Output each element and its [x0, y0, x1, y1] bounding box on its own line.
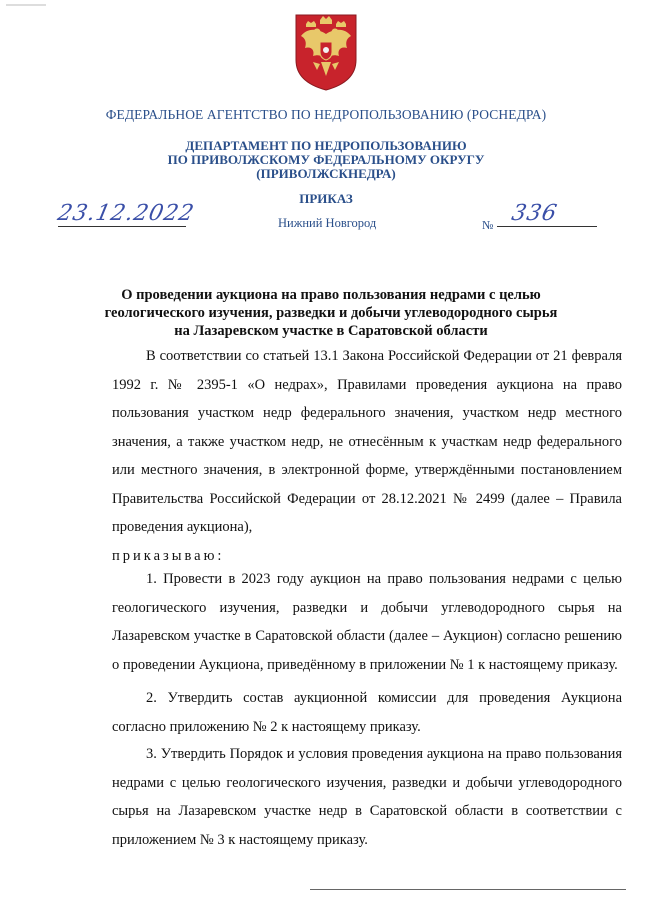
city-name: Нижний Новгород: [278, 216, 377, 230]
department-line: ДЕПАРТАМЕНТ ПО НЕДРОПОЛЬЗОВАНИЮ: [185, 138, 467, 153]
number-sign: №: [482, 218, 494, 232]
department-name: [0, 139, 652, 181]
handwritten-date: 23.12.2022: [55, 201, 197, 226]
item-1-text: 1. Провести в 2023 году аукцион на право пользования недрами с целью геологического изучения, разведки и добычи углеводородного сырья на Лазаревском участке в Саратовской области (далее – Аукцион) согласно решению о проведении Аукциона, приведённому в приложении № 1 к настоящему приказу.: [112, 571, 622, 673]
order-word: приказываю:: [112, 547, 225, 564]
item-3-paragraph: [112, 740, 622, 854]
title-line: на Лазаревском участке в Саратовской области: [174, 323, 488, 339]
date-underline: [58, 226, 186, 227]
department-line: (ПРИВОЛЖСКНЕДРА): [256, 166, 396, 181]
item-2-paragraph: [112, 684, 622, 741]
handwritten-number: 336: [509, 201, 560, 226]
intro-text: В соответствии со статьей 13.1 Закона Российской Федерации от 21 февраля 1992 г. № 2395-1 «О недрах», Правилами проведения аукциона на право пользования участком недр федерального значения, участком недр местного значения, а также участком недр, не отнесённым к участкам недр федерального или местного значения, в электронной форме, утверждёнными постановлением Правительства Российской Федерации от 28.12.2021 № 2499 (далее – Правила проведения аукциона),: [112, 348, 622, 535]
number-underline: [497, 226, 597, 227]
document-type: ПРИКАЗ: [299, 191, 353, 206]
item-2-text: 2. Утвердить состав аукционной комиссии для проведения Аукциона согласно приложению № 2 к настоящему приказу.: [112, 690, 622, 735]
scan-artifact: [6, 4, 46, 6]
agency-name: ФЕДЕРАЛЬНОЕ АГЕНТСТВО ПО НЕДРОПОЛЬЗОВАНИЮ (РОСНЕДРА): [105, 107, 547, 122]
item-3-text: 3. Утвердить Порядок и условия проведения аукциона на право пользования недрами с целью геологического изучения, разведки и добычи углеводородного сырья на Лазаревском участке недр в Саратовской области в соответствии с приложением № 3 к настоящему приказу.: [112, 746, 622, 848]
russian-coat-of-arms-icon: [293, 12, 359, 92]
item-1-paragraph: [112, 565, 622, 679]
department-line: ПО ПРИВОЛЖСКОМУ ФЕДЕРАЛЬНОМУ ОКРУГУ: [167, 152, 485, 167]
order-title: [80, 286, 582, 340]
page-bottom-rule: [310, 889, 626, 890]
title-line: О проведении аукциона на право пользования недрами с целью: [121, 287, 541, 303]
intro-paragraph: [112, 342, 622, 570]
title-line: геологического изучения, разведки и добычи углеводородного сырья: [104, 305, 558, 321]
